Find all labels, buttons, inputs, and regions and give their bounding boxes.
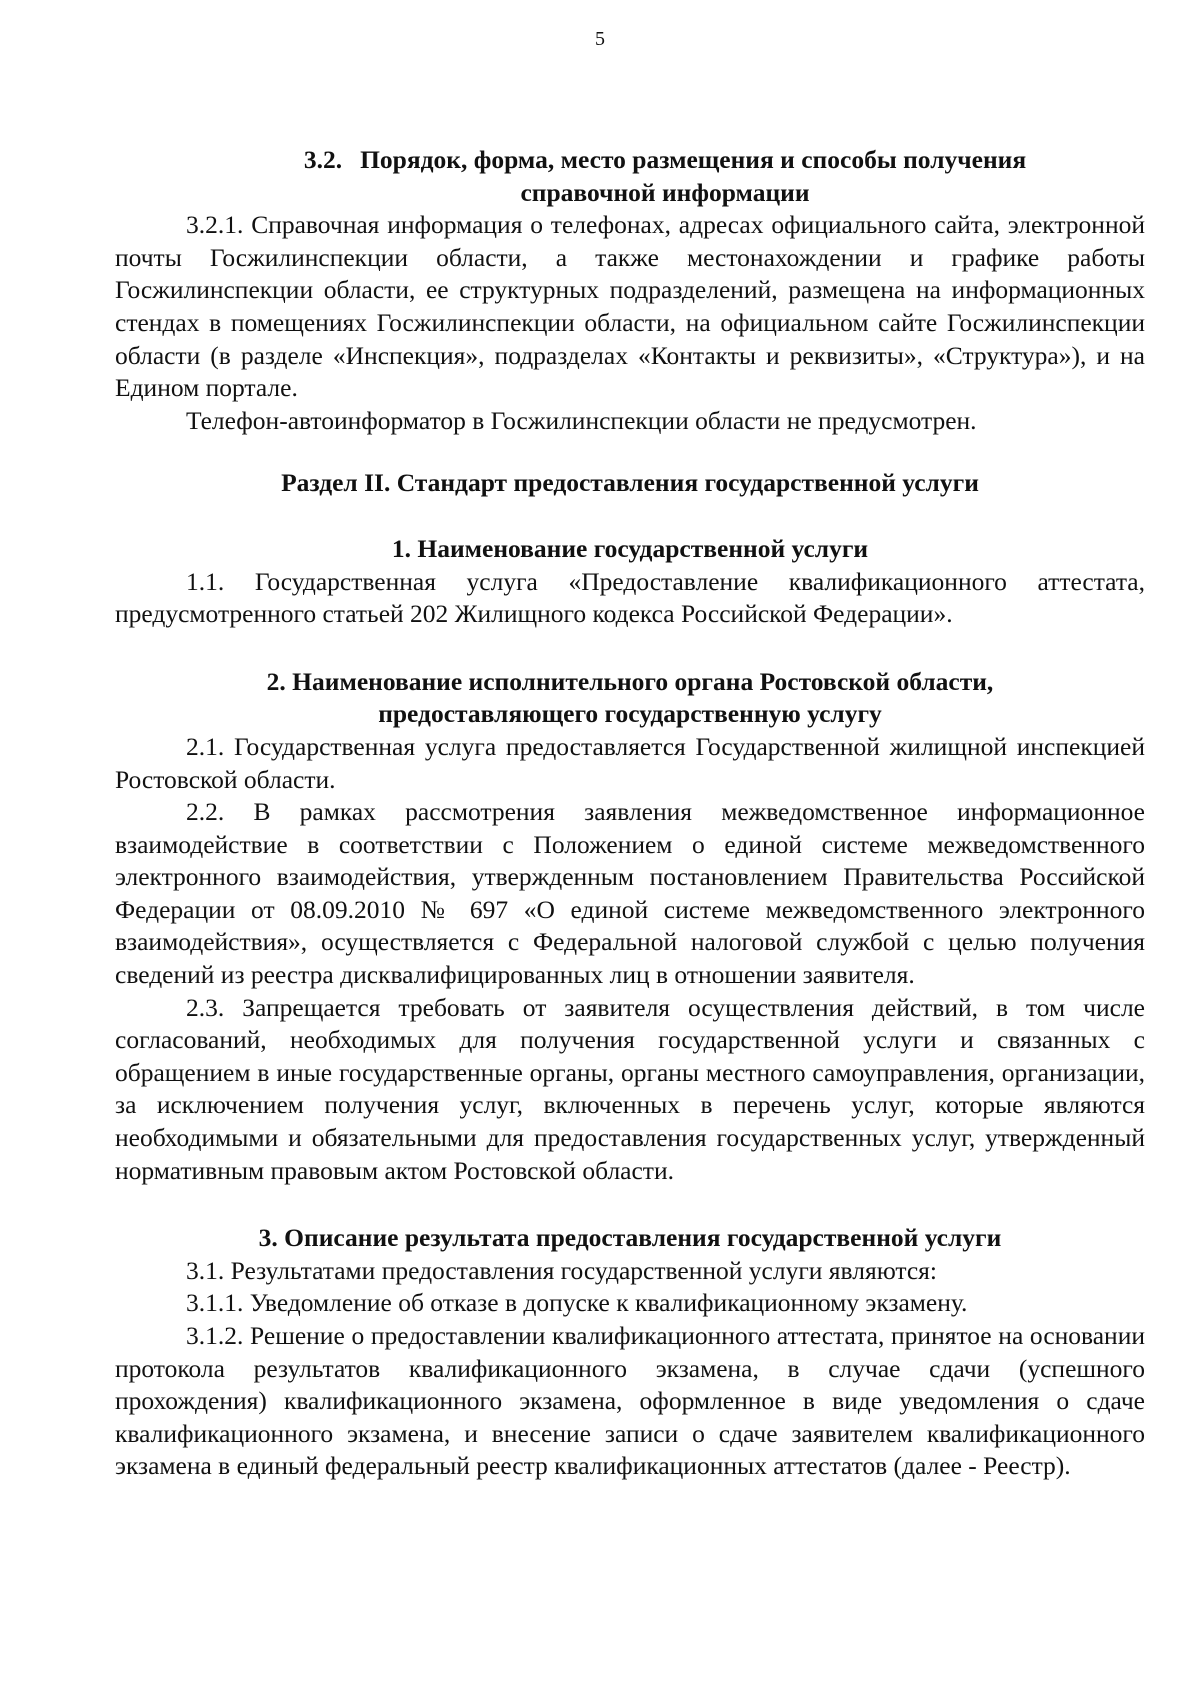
section-3-2-heading [115,144,1145,209]
section-3-2-title-line1: 3.2. Порядок, форма, место размещения и способы получения [215,144,1115,177]
paragraph-3-2-1: 3.2.1. Справочная информация о телефонах, адресах официального сайта, электронной почты Госжилинспекции области, а также местонахождении и графике работы Госжилинспекции области, ее структурных подразделений, размещена на информационных стендах в помещениях Госжилинспекции области, на официальном сайте Госжилинспекции области (в разделе «Инспекция», подразделах «Контакты и реквизиты», «Структура»), и на Едином портале. [115,210,1145,403]
section-2-heading [115,666,1145,731]
section-2-title-line1: 2. Наименование исполнительного органа Ростовской области, [266,666,994,696]
paragraph-3-1-1: 3.1.1. Уведомление об отказе в допуске к квалификационному экзамену. [186,1288,968,1318]
section-3-2-number: 3.2. [303,145,343,174]
section-3-heading: 3. Описание результата предоставления государственной услуги [258,1223,1002,1253]
page-number: 5 [595,28,605,50]
paragraph-3-1-2: 3.1.2. Решение о предоставлении квалификационного аттестата, принятое на основании протокола результатов квалификационного экзамена, в случае сдачи (успешного прохождения) квалификационного экзамена, оформленное в виде уведомления о сдаче квалификационного экзамена, и внесение записи о сдаче заявителем квалификационного экзамена в единый федеральный реестр квалификационных аттестатов (далее - Реестр). [115,1321,1145,1481]
paragraph-1-1: 1.1. Государственная услуга «Предоставление квалификационного аттестата, предусмотренного статьей 202 Жилищного кодекса Российской Федерации». [115,566,1145,629]
section-2-title-line2: предоставляющего государственную услугу [378,699,882,729]
paragraph-2-1: 2.1. Государственная услуга предоставляется Государственной жилищной инспекцией Ростовской области. [115,731,1145,794]
paragraph-2-2: 2.2. В рамках рассмотрения заявления межведомственное информационное взаимодействие в соответствии с Положением о единой системе межведомственного электронного взаимодействия, утвержденным постановлением Правительства Российской Федерации от 08.09.2010 № 697 «О единой системе межведомственного электронного взаимодействия», осуществляется с Федеральной налоговой службой с целью получения сведений из реестра дисквалифицированных лиц в отношении заявителя. [115,797,1145,990]
document-body [115,144,1145,1483]
paragraph-autoinformer: Телефон-автоинформатор в Госжилинспекции области не предусмотрен. [186,405,977,435]
section-1-heading: 1. Наименование государственной услуги [391,533,869,563]
razdel-2-heading: Раздел II. Стандарт предоставления государственной услуги [281,468,979,498]
section-3-2-title-line2: справочной информации [520,177,810,207]
paragraph-3-1: 3.1. Результатами предоставления государственной услуги являются: [186,1255,937,1285]
paragraph-2-3: 2.3. Запрещается требовать от заявителя осуществления действий, в том числе согласований, необходимых для получения государственной услуги и связанных с обращением в иные государственные органы, органы местного самоуправления, организации, за исключением получения услуг, включенных в перечень услуг, которые являются необходимыми и обязательными для предоставления государственных услуг, утвержденный нормативным правовым актом Ростовской области. [115,992,1145,1185]
